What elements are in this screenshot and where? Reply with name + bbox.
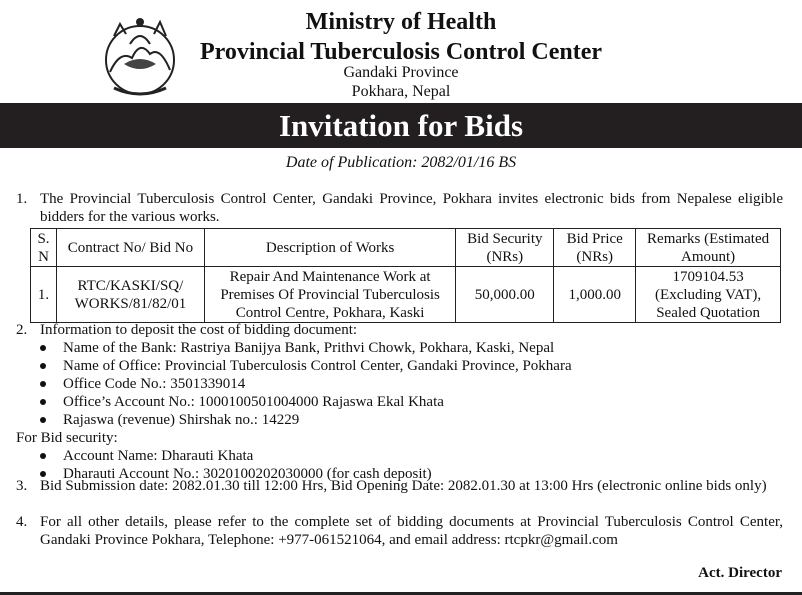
bullet-icon xyxy=(40,399,46,405)
section-2-text: Information to deposit the cost of bidding document: xyxy=(40,322,358,338)
section-2-number: 2. xyxy=(16,322,28,338)
signature-title: Act. Director xyxy=(698,565,782,581)
invitation-banner: Invitation for Bids xyxy=(0,103,802,148)
cell-security: 50,000.00 xyxy=(456,267,554,323)
revenue-shirshak-item: Rajaswa (revenue) Shirshak no.: 14229 xyxy=(63,412,300,428)
bullet-icon xyxy=(40,363,46,369)
section-3-text: Bid Submission date: 2082.01.30 till 12:00 Hrs, Bid Opening Date: 2082.01.30 at 13:00 Hrs (electronic online bids only) xyxy=(40,478,767,494)
header-sn: S. N xyxy=(31,229,57,267)
account-name-item: Account Name: Dharauti Khata xyxy=(63,448,254,464)
dharauti-account-item: Dharauti Account No.: 3020100202030000 (for cash deposit) xyxy=(63,466,432,482)
bullet-icon xyxy=(40,453,46,459)
bullet-icon xyxy=(40,345,46,351)
ministry-title: Ministry of Health xyxy=(305,9,497,35)
cell-description: Repair And Maintenance Work at Premises Of Provincial Tuberculosis Control Centre, Pokhara, Kaski xyxy=(204,267,455,323)
center-title: Provincial Tuberculosis Control Center xyxy=(199,39,603,65)
cell-price: 1,000.00 xyxy=(554,267,636,323)
bid-table xyxy=(30,228,781,323)
office-code-item: Office Code No.: 3501339014 xyxy=(63,376,246,392)
province-line: Gandaki Province xyxy=(343,64,459,81)
section-4-text: For all other details, please refer to the complete set of bidding documents at Provincial Tuberculosis Control Center, Gandaki Province Pokhara, Telephone: +977-061521064, and email address: rtcpkr@gmail.com xyxy=(40,514,783,548)
bid-security-heading: For Bid security: xyxy=(16,430,118,446)
section-1-number: 1. xyxy=(16,191,28,207)
header-remarks: Remarks (Estimated Amount) xyxy=(636,229,781,267)
bank-name-item: Name of the Bank: Rastriya Banijya Bank, Prithvi Chowk, Pokhara, Kaski, Nepal xyxy=(63,340,555,356)
header-price: Bid Price (NRs) xyxy=(554,229,636,267)
section-4-number: 4. xyxy=(16,514,28,530)
cell-sn: 1. xyxy=(31,267,57,323)
office-account-item: Office’s Account No.: 1000100501004000 Rajaswa Ekal Khata xyxy=(63,394,444,410)
table-header-row xyxy=(31,229,781,267)
cell-remarks: 1709104.53 (Excluding VAT), Sealed Quotation xyxy=(636,267,781,323)
bullet-icon xyxy=(40,381,46,387)
section-1-text: The Provincial Tuberculosis Control Center, Gandaki Province, Pokhara invites electronic bids from Nepalese eligible bidders for the various works. xyxy=(40,191,783,225)
header-description: Description of Works xyxy=(204,229,455,267)
section-3-number: 3. xyxy=(16,478,28,494)
header-security: Bid Security (NRs) xyxy=(456,229,554,267)
cell-contract: RTC/KASKI/SQ/ WORKS/81/82/01 xyxy=(56,267,204,323)
bullet-icon xyxy=(40,417,46,423)
office-name-item: Name of Office: Provincial Tuberculosis Control Center, Gandaki Province, Pokhara xyxy=(63,358,572,374)
header-contract: Contract No/ Bid No xyxy=(56,229,204,267)
table-row xyxy=(31,267,781,323)
city-line: Pokhara, Nepal xyxy=(351,83,451,100)
publication-date: Date of Publication: 2082/01/16 BS xyxy=(285,154,517,171)
